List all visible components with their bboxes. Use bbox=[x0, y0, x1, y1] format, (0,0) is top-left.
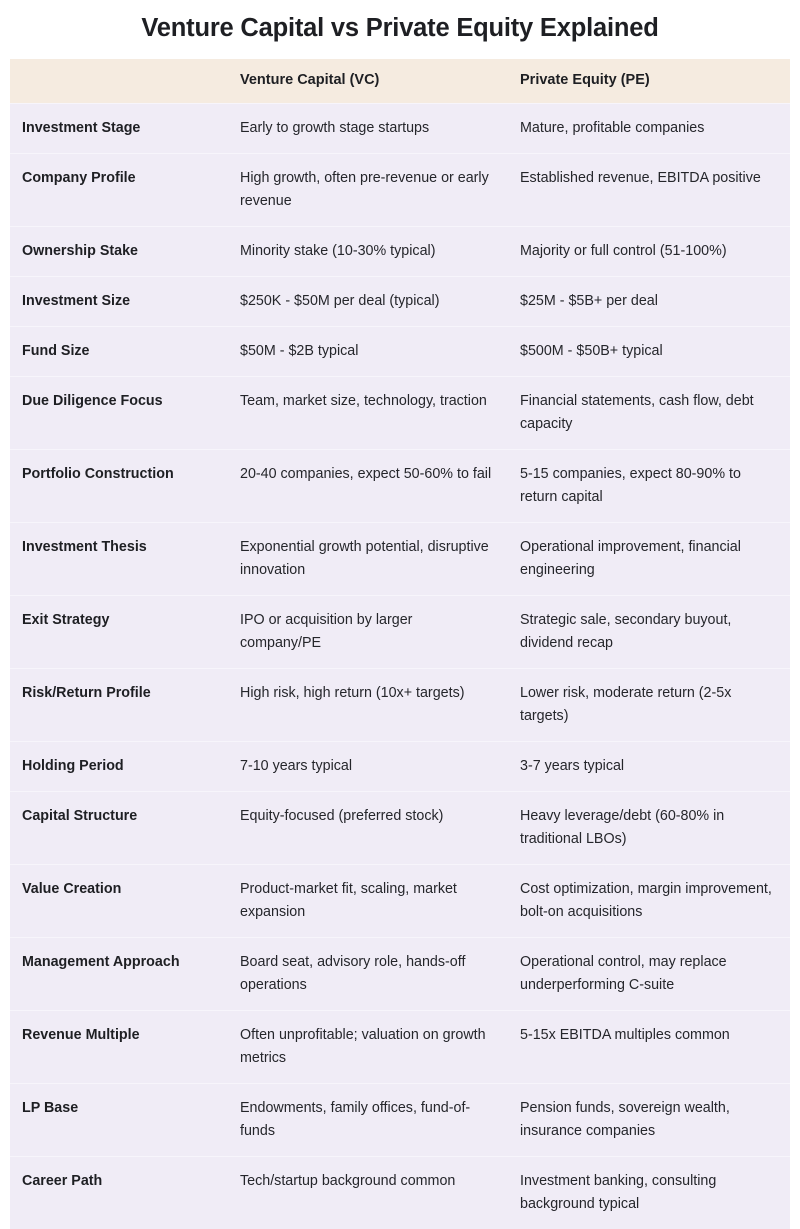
table-row bbox=[10, 104, 790, 154]
cell-venture-capital: 7-10 years typical bbox=[228, 742, 508, 792]
row-label: Fund Size bbox=[10, 327, 228, 377]
page-title: Venture Capital vs Private Equity Explained bbox=[0, 0, 800, 45]
table-row bbox=[10, 450, 790, 523]
cell-venture-capital: Minority stake (10-30% typical) bbox=[228, 227, 508, 277]
cell-private-equity: Heavy leverage/debt (60-80% in traditional LBOs) bbox=[508, 792, 790, 865]
row-label: Investment Stage bbox=[10, 104, 228, 154]
table-row bbox=[10, 742, 790, 792]
cell-private-equity: Investment banking, consulting background typical bbox=[508, 1157, 790, 1229]
table-row bbox=[10, 1157, 790, 1229]
row-label: Management Approach bbox=[10, 938, 228, 1011]
cell-private-equity: Cost optimization, margin improvement, bolt-on acquisitions bbox=[508, 865, 790, 938]
cell-venture-capital: $250K - $50M per deal (typical) bbox=[228, 277, 508, 327]
table-row bbox=[10, 1084, 790, 1157]
table-row bbox=[10, 792, 790, 865]
row-label: Holding Period bbox=[10, 742, 228, 792]
cell-private-equity: Operational control, may replace underperforming C-suite bbox=[508, 938, 790, 1011]
row-label: Company Profile bbox=[10, 154, 228, 227]
row-label: Career Path bbox=[10, 1157, 228, 1229]
comparison-table-container bbox=[10, 59, 790, 1229]
table-header-row bbox=[10, 59, 790, 104]
cell-private-equity: Financial statements, cash flow, debt capacity bbox=[508, 377, 790, 450]
cell-venture-capital: $50M - $2B typical bbox=[228, 327, 508, 377]
cell-venture-capital: IPO or acquisition by larger company/PE bbox=[228, 596, 508, 669]
cell-private-equity: Established revenue, EBITDA positive bbox=[508, 154, 790, 227]
cell-venture-capital: Tech/startup background common bbox=[228, 1157, 508, 1229]
row-label: Value Creation bbox=[10, 865, 228, 938]
table-row bbox=[10, 277, 790, 327]
table-header bbox=[10, 59, 790, 104]
table-row bbox=[10, 154, 790, 227]
row-label: Investment Size bbox=[10, 277, 228, 327]
table-row bbox=[10, 865, 790, 938]
column-header-pe: Private Equity (PE) bbox=[508, 59, 790, 104]
cell-venture-capital: Product-market fit, scaling, market expansion bbox=[228, 865, 508, 938]
cell-private-equity: $25M - $5B+ per deal bbox=[508, 277, 790, 327]
row-label: Portfolio Construction bbox=[10, 450, 228, 523]
table-row bbox=[10, 227, 790, 277]
comparison-table bbox=[10, 59, 790, 1229]
cell-venture-capital: High risk, high return (10x+ targets) bbox=[228, 669, 508, 742]
cell-venture-capital: Often unprofitable; valuation on growth metrics bbox=[228, 1011, 508, 1084]
cell-venture-capital: Early to growth stage startups bbox=[228, 104, 508, 154]
table-row bbox=[10, 523, 790, 596]
table-body bbox=[10, 104, 790, 1229]
cell-private-equity: Mature, profitable companies bbox=[508, 104, 790, 154]
row-label: Revenue Multiple bbox=[10, 1011, 228, 1084]
cell-venture-capital: Team, market size, technology, traction bbox=[228, 377, 508, 450]
row-label: Ownership Stake bbox=[10, 227, 228, 277]
cell-venture-capital: Board seat, advisory role, hands-off operations bbox=[228, 938, 508, 1011]
table-row bbox=[10, 327, 790, 377]
cell-venture-capital: Endowments, family offices, fund-of-funds bbox=[228, 1084, 508, 1157]
table-row bbox=[10, 377, 790, 450]
cell-private-equity: Majority or full control (51-100%) bbox=[508, 227, 790, 277]
row-label: Risk/Return Profile bbox=[10, 669, 228, 742]
column-header-attribute bbox=[10, 59, 228, 104]
table-row bbox=[10, 596, 790, 669]
cell-private-equity: 3-7 years typical bbox=[508, 742, 790, 792]
cell-private-equity: Strategic sale, secondary buyout, dividend recap bbox=[508, 596, 790, 669]
cell-private-equity: Operational improvement, financial engineering bbox=[508, 523, 790, 596]
cell-venture-capital: 20-40 companies, expect 50-60% to fail bbox=[228, 450, 508, 523]
table-row bbox=[10, 669, 790, 742]
table-row bbox=[10, 1011, 790, 1084]
cell-private-equity: Lower risk, moderate return (2-5x targets) bbox=[508, 669, 790, 742]
cell-private-equity: Pension funds, sovereign wealth, insurance companies bbox=[508, 1084, 790, 1157]
row-label: Capital Structure bbox=[10, 792, 228, 865]
row-label: Investment Thesis bbox=[10, 523, 228, 596]
column-header-vc: Venture Capital (VC) bbox=[228, 59, 508, 104]
cell-private-equity: $500M - $50B+ typical bbox=[508, 327, 790, 377]
row-label: LP Base bbox=[10, 1084, 228, 1157]
cell-venture-capital: Equity-focused (preferred stock) bbox=[228, 792, 508, 865]
cell-venture-capital: Exponential growth potential, disruptive innovation bbox=[228, 523, 508, 596]
cell-private-equity: 5-15 companies, expect 80-90% to return capital bbox=[508, 450, 790, 523]
row-label: Exit Strategy bbox=[10, 596, 228, 669]
cell-private-equity: 5-15x EBITDA multiples common bbox=[508, 1011, 790, 1084]
table-row bbox=[10, 938, 790, 1011]
row-label: Due Diligence Focus bbox=[10, 377, 228, 450]
cell-venture-capital: High growth, often pre-revenue or early revenue bbox=[228, 154, 508, 227]
